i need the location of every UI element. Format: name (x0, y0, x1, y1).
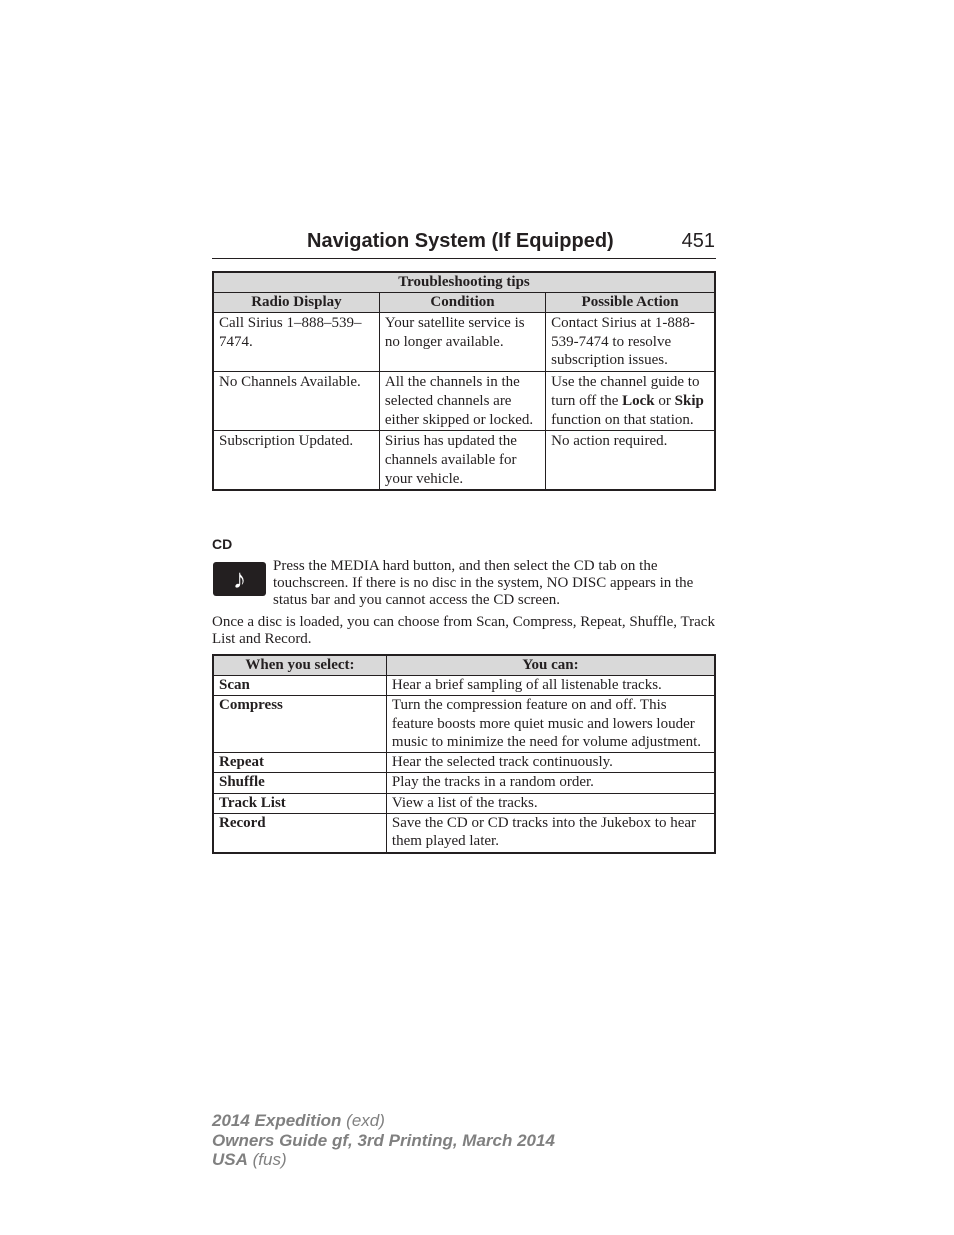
skip-keyword: Skip (674, 392, 704, 409)
cd-options-table (212, 654, 716, 854)
table-row (213, 313, 715, 372)
music-note-icon: ♪ (213, 562, 266, 596)
column-header: When you select: (213, 655, 386, 676)
description-cell: Save the CD or CD tracks into the Jukebox to hear them played later. (386, 814, 715, 853)
page-number: 451 (681, 230, 715, 252)
table-row (213, 696, 715, 753)
condition-cell: Your satellite service is no longer available. (379, 313, 545, 372)
table-row (213, 676, 715, 696)
footer-edition: Owners Guide gf, 3rd Printing, March 2014 (212, 1130, 555, 1150)
cd-heading: CD (212, 536, 233, 552)
radio-display-cell: Subscription Updated. (213, 431, 379, 491)
radio-display-cell: Call Sirius 1–888–539–7474. (213, 313, 379, 372)
column-header: You can: (386, 655, 715, 676)
action-text: Use the channel guide to turn off the (551, 374, 700, 409)
footer-model-code: (exd) (341, 1111, 385, 1130)
column-header: Condition (379, 293, 545, 313)
description-cell: Turn the compression feature on and off. This feature boosts more quiet music and lowers louder music to minimize the need for volume adjustment. (386, 696, 715, 753)
table-row (213, 773, 715, 793)
description-cell: Play the tracks in a random order. (386, 773, 715, 793)
action-cell (546, 372, 715, 431)
cd-options-paragraph: Once a disc is loaded, you can choose from Scan, Compress, Repeat, Shuffle, Track List and Record. (212, 614, 715, 647)
option-cell: Track List (213, 793, 386, 813)
table-caption: Troubleshooting tips (213, 272, 715, 293)
page-header (212, 228, 716, 259)
table-row (213, 753, 715, 773)
footer-line (212, 1111, 555, 1131)
column-header: Possible Action (546, 293, 715, 313)
option-cell: Repeat (213, 753, 386, 773)
description-cell: View a list of the tracks. (386, 793, 715, 813)
option-cell: Scan (213, 676, 386, 696)
footer-line (212, 1150, 555, 1170)
table-row (213, 793, 715, 813)
option-cell: Shuffle (213, 773, 386, 793)
footer-market-code: (fus) (247, 1150, 287, 1169)
page-title: Navigation System (If Equipped) (307, 230, 614, 252)
troubleshooting-table (212, 271, 716, 491)
action-cell: No action required. (546, 431, 715, 491)
action-text: function on that station. (551, 411, 694, 428)
column-header: Radio Display (213, 293, 379, 313)
description-cell: Hear the selected track continuously. (386, 753, 715, 773)
description-cell: Hear a brief sampling of all listenable tracks. (386, 676, 715, 696)
footer-market: USA (212, 1150, 248, 1169)
radio-display-cell: No Channels Available. (213, 372, 379, 431)
table-caption-row (213, 272, 715, 293)
action-text: or (654, 392, 675, 409)
condition-cell: All the channels in the selected channels are either skipped or locked. (379, 372, 545, 431)
lock-keyword: Lock (622, 392, 655, 409)
option-cell: Compress (213, 696, 386, 753)
condition-cell: Sirius has updated the channels available for your vehicle. (379, 431, 545, 491)
page-footer (212, 1111, 555, 1170)
table-header-row (213, 655, 715, 676)
action-cell: Contact Sirius at 1-888-539-7474 to resolve subscription issues. (546, 313, 715, 372)
table-row (213, 372, 715, 431)
table-header-row (213, 293, 715, 313)
footer-model: 2014 Expedition (212, 1111, 342, 1130)
table-row (213, 431, 715, 491)
cd-intro-text: Press the MEDIA hard button, and then select the CD tab on the touchscreen. If there is no disc in the system, NO DISC appears in the status bar and you cannot access the CD screen. (273, 558, 694, 608)
option-cell: Record (213, 814, 386, 853)
table-row (213, 814, 715, 853)
